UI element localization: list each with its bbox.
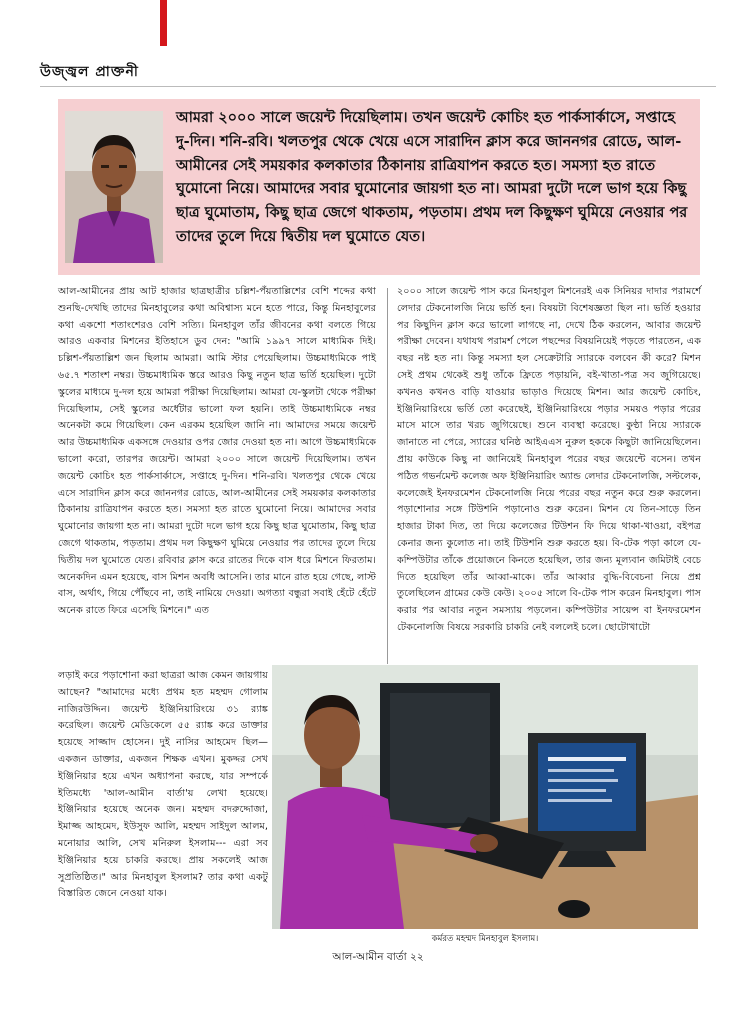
header-divider bbox=[40, 86, 716, 87]
header-accent-bar bbox=[160, 0, 167, 46]
pull-quote-text: আমরা ২০০০ সালে জয়েন্ট দিয়েছিলাম। তখন জয়েন্ট কোচিং হত পার্কসার্কাসে, সপ্তাহে দু-দিন। শনি-রবি। খলতপুর থেকে খেয়ে এসে সারাদিন ক্লাস করে জাননগর রোডে, আল-আমীনের সেই সময়কার কলকাতার ঠিকানায় রাত্রিযাপন করতে হত। সমস্যা হত রাতে ঘুমোনো নিয়ে। আমাদের সবার ঘুমোনোর জায়গা হত না। আমরা দুটো দলে ভাগ হয়ে কিছু ছাত্র ঘুমোতাম, কিছু ছাত্র জেগে থাকতাম, পড়তাম। প্রথম দল কিছুক্ষণ ঘুমিয়ে নেওয়ার পর তাদের তুলে দিয়ে দ্বিতীয় দল ঘুমোতে যেত। bbox=[176, 110, 688, 245]
portrait-photo bbox=[65, 111, 163, 263]
page-number: ২২ bbox=[410, 951, 424, 963]
magazine-name: আল-আমীন বার্তা bbox=[332, 951, 407, 963]
article-paragraph: আল-আমীনের প্রায় আট হাজার ছাত্রছাত্রীর চল্লিশ-পঁয়তাল্লিশের বেশি শব্দের কথা শুনছি-দেখছি তাদের মিনহাবুলের কথা অবিশ্বাস্য মনে হতে পারে, কিন্তু মিনহাবুলের কথা একশো শতাংশেরও বেশি সত্যি। মিনহাবুল তাঁর জীবনের কথা বলতে গিয়ে আরও একবার মিশনের ইতিহাসে ডুব দেন: "আমি ১৯৯৭ সালে মাধ্যমিক দিই। চল্লিশ-পঁয়তাল্লিশ জন ছিলাম আমরা। আমি স্টার পেয়েছিলাম। উচ্চমাধ্যমিকে পাই ৬৫.৭ শতাংশ নম্বর। উচ্চমাধ্যমিক স্তরে আরও কিছু নতুন ছাত্র ভর্তি হয়েছিল। দুটো স্কুলের মাধ্যমে দু-দল হয়ে আমরা পরীক্ষা দিয়েছিলাম। আমরা যে-স্কুলটা থেকে পরীক্ষা দিয়েছিলাম, সেই স্কুলের অর্ধেটার ভালো ফল হয়নি। তাই উচ্চমাধ্যমিকে নম্বর অনেকটা কমে গিয়েছিল। কেন এরকম হয়েছিল জানি না। আমাদের সময়ে জয়েন্ট আর উচ্চমাধ্যমিক একসঙ্গে দেওয়ার ওপর জোর দেওয়া হত না। আগে উচ্চমাধ্যমিকে ভালো করো, তারপর জয়েন্ট। আমরা ২০০০ সালে জয়েন্ট দিয়েছিলাম। তখন জয়েন্ট কোচিং হত পার্কসার্কাসে, সপ্তাহে দু-দিন। শনি-রবি। খলতপুর থেকে খেয়ে এসে সারাদিন ক্লাস করে জাননগর রোডে, আল-আমীনের সেই সময়কার কলকাতার ঠিকানায় রাত্রিযাপন করতে হত। সমস্যা হত রাতে ঘুমোনো নিয়ে। আমাদের সবার ঘুমোনোর জায়গা হত না। আমরা দুটো দলে ভাগ হয়ে কিছু ছাত্র ঘুমোতাম, কিছু ছাত্র জেগে থাকতাম, পড়তাম। প্রথম দল কিছুক্ষণ ঘুমিয়ে নেওয়ার পর তাদের তুলে দিয়ে দ্বিতীয় দল ঘুমোতে যেত। রবিবার ক্লাস করে রাতের দিকে বাস ধরে মিশনে ফিরতাম। অনেকদিন এমন হয়েছে, বাস মিশন অবধি আসেনি। তার মানে রাত হয়ে গেছে, লাস্ট বাস, অর্থাৎ, গিয়ে পৌঁছবে না, তাই নামিয়ে দেওয়া। অগত্যা বন্ধুরা সবাই হেঁটে হেঁটে অনেক রাতে ফিরে এসেছি মিশনে।" এত bbox=[58, 286, 376, 617]
photo-caption: কর্মরত মহম্মদ মিনহাবুল ইসলাম। bbox=[431, 934, 539, 944]
pull-quote-box bbox=[58, 99, 700, 275]
section-title: উজ্জ্বল প্রাক্তনী bbox=[40, 64, 139, 80]
article-column-left-lower bbox=[58, 668, 268, 903]
article-photo bbox=[272, 665, 698, 929]
column-divider bbox=[387, 288, 388, 664]
article-paragraph: ২০০০ সালে জয়েন্ট পাস করে মিনহাবুল মিশনেরই এক সিনিয়র দাদার পরামর্শে লেদার টেকনোলজি নিয়ে ভর্তি হন। বিষয়টা বিশেষজ্ঞতা ছিল না। ভর্তি হওয়ার পর কিছুদিন ক্লাস করে ভালো লাগছে না, দেখে ঠিক করলেন, আবার জয়েন্ট পরীক্ষা দেবেন। যথাযথ পরামর্শ পেলে পছন্দের বিষয়নিয়েই পড়তে পারতেন, এক বছর নষ্ট হত না। কিন্তু সমস্যা হল সেক্রেটারি স্যারকে বলবেন কী করে? মিশন সেই প্রথম থেকেই শুধু তাঁকে ফ্রিতে পড়ায়নি, বই-খাতা-পত্র সব জুগিয়েছে। কখনও কখনও বাড়ি যাওয়ার ভাড়াও দিয়েছে মিশন। আর জয়েন্ট কোচিং, ইঞ্জিনিয়ারিংয়ে ভর্তি তো করেছেই, ইঞ্জিনিয়ারিংয়ে পড়ার সময়ও পড়ার পরের মাসে মাসে তার খরচ জুগিয়েছে। শুনে ব্যবস্থা করেছে। কুণ্ঠা নিয়ে স্যারকে জানাতে না পেরে, স্যারের ঘনিষ্ঠ আইএএস নুরুল হককে কিছুটা জানিয়েছিলেন। প্রায় কাউকে কিছু না জানিয়েই মিনহাবুল পরের বছর জয়েন্টে বসেন। তখন পঠিত গভর্নমেন্ট কলেজ অফ ইঞ্জিনিয়ারিং অ্যান্ড লেদার টেকনোলজি, সল্টলেক, কলেজেই ইনফরমেশন টেকনোলজি নিয়ে পরের বছর নতুন করে শুরু করলেন। পড়াশোনার সঙ্গে টিউশনি পড়ানোও শুরু করেন। মিশন যে তিন-সাড়ে তিন হাজার টাকা দিত, তা দিয়ে কলেজের টিউশন ফি দিয়ে থাকা-খাওয়া, বইপত্র কেনার জন্য কুলোত না। তাই টিউশনি শুরু করতে হয়। বি-টেক পড়া কালে যে-কম্পিউটার তাঁকে প্রয়োজনে কিনতে হয়েছিল, তার জন্য মূল্যবান জমিটাই বেচে দিতে হয়েছিল তাঁর আব্বা-মাকে। তাঁর আব্বার বুদ্ধি-বিবেচনা নিয়ে প্রশ্ন তুলেছিলেন গ্রামের কেউ কেউ। ২০০৫ সালে বি-টেক পাস করেন মিনহাবুল। পাস করার পর আবার নতুন সমস্যায় পড়লেন। কম্পিউটার সায়েন্স বা ইনফরমেশন টেকনোলজি বিষয়ে সরকারি চাকরি নেই বললেই চলে। ছোটোখাটো bbox=[397, 286, 701, 633]
page-footer bbox=[0, 950, 756, 967]
article-column-right bbox=[397, 284, 701, 637]
article-column-left bbox=[58, 284, 376, 620]
article-paragraph: লড়াই করে পড়াশোনা করা ছাত্ররা আজ কেমন জায়গায় আছেন? "আমাদের মধ্যে প্রথম হত মহম্মদ গোলাম নাজিরউদ্দিন। জয়েন্ট ইঞ্জিনিয়ারিংয়ে ৩১ র‍্যাঙ্ক করেছিল। জয়েন্ট মেডিকেলে ৫৫ র‍্যাঙ্ক করে ডাক্তার হয়েছে সাজ্জাদ হোসেন। দুই নাসির আহমেদ ছিল— একজন ডাক্তার, একজন শিক্ষক এখন। মুকদ্দর সেখ ইঞ্জিনিয়ার হয়ে এখন অধ্যাপনা করছে, যার সম্পর্কে ইতিমধ্যে 'আল-আমীন বার্তা'য় লেখা হয়েছে। ইঞ্জিনিয়ার হয়েছে অনেক জন। মহম্মদ বদরুদ্দোজা, ইমাজ্জ আহমেদ, ইউসুফ আলি, মহম্মদ সাইদুল আলম, মনোয়ার আলি, সেখ মনিরুল ইসলাম--- এরা সব ইঞ্জিনিয়ার হয়ে চাকরি করছে। প্রায় সকলেই আজ সুপ্রতিষ্ঠিত।" আর মিনহাবুল ইসলাম? তার কথা একটু বিস্তারিত জেনে নেওয়া যাক। bbox=[58, 670, 268, 900]
